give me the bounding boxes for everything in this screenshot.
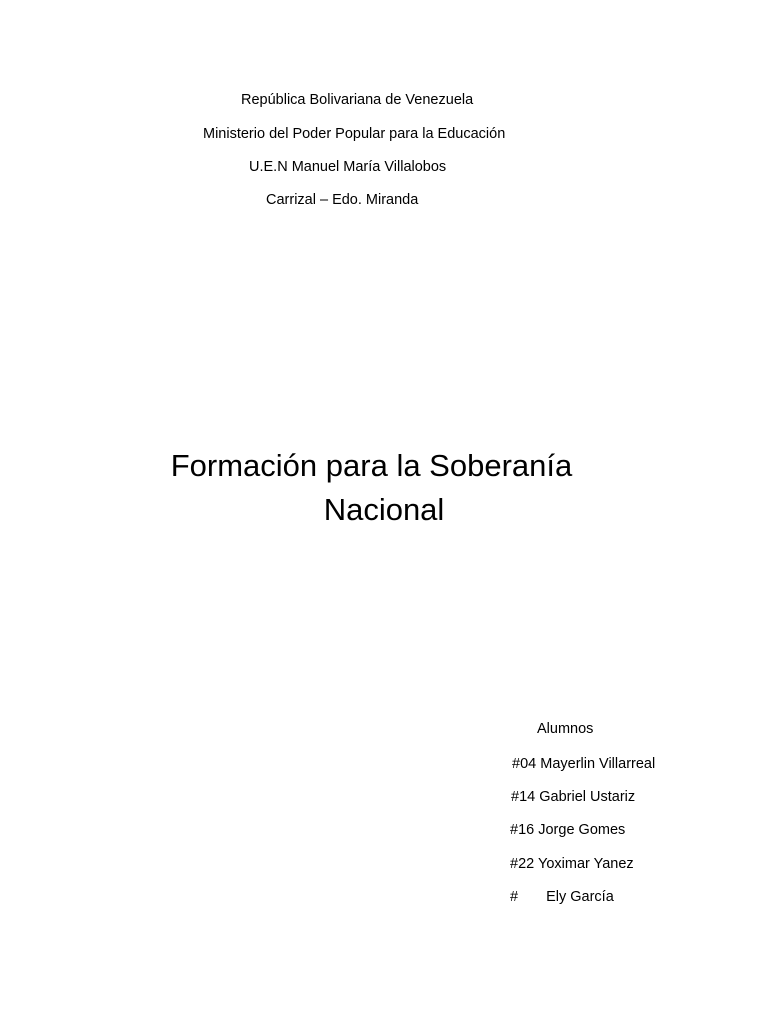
student-item xyxy=(512,755,655,773)
student-number: #14 xyxy=(511,789,536,805)
student-name: Yoximar Yanez xyxy=(537,856,634,872)
student-number: #16 xyxy=(510,822,535,838)
header-ministry: Ministerio del Poder Popular para la Educación xyxy=(203,126,506,142)
student-item xyxy=(510,888,614,906)
student-item xyxy=(510,855,634,873)
student-item xyxy=(511,788,635,806)
header-location: Carrizal – Edo. Miranda xyxy=(266,192,419,208)
document-title xyxy=(0,444,768,532)
student-name: Mayerlin Villarreal xyxy=(540,756,656,772)
title-line-2: Nacional xyxy=(323,492,445,527)
student-number: #04 xyxy=(512,756,537,772)
student-name: Jorge Gomes xyxy=(538,822,626,838)
header-republic: República Bolivariana de Venezuela xyxy=(241,92,474,108)
student-name: Ely García xyxy=(546,889,614,905)
student-number: #22 xyxy=(510,856,535,872)
student-name: Gabriel Ustariz xyxy=(539,789,636,805)
students-heading: Alumnos xyxy=(537,721,594,737)
title-line-1: Formación para la Soberanía xyxy=(170,448,573,483)
student-item xyxy=(510,821,625,839)
student-number: # xyxy=(510,889,519,905)
header-school: U.E.N Manuel María Villalobos xyxy=(249,159,447,175)
